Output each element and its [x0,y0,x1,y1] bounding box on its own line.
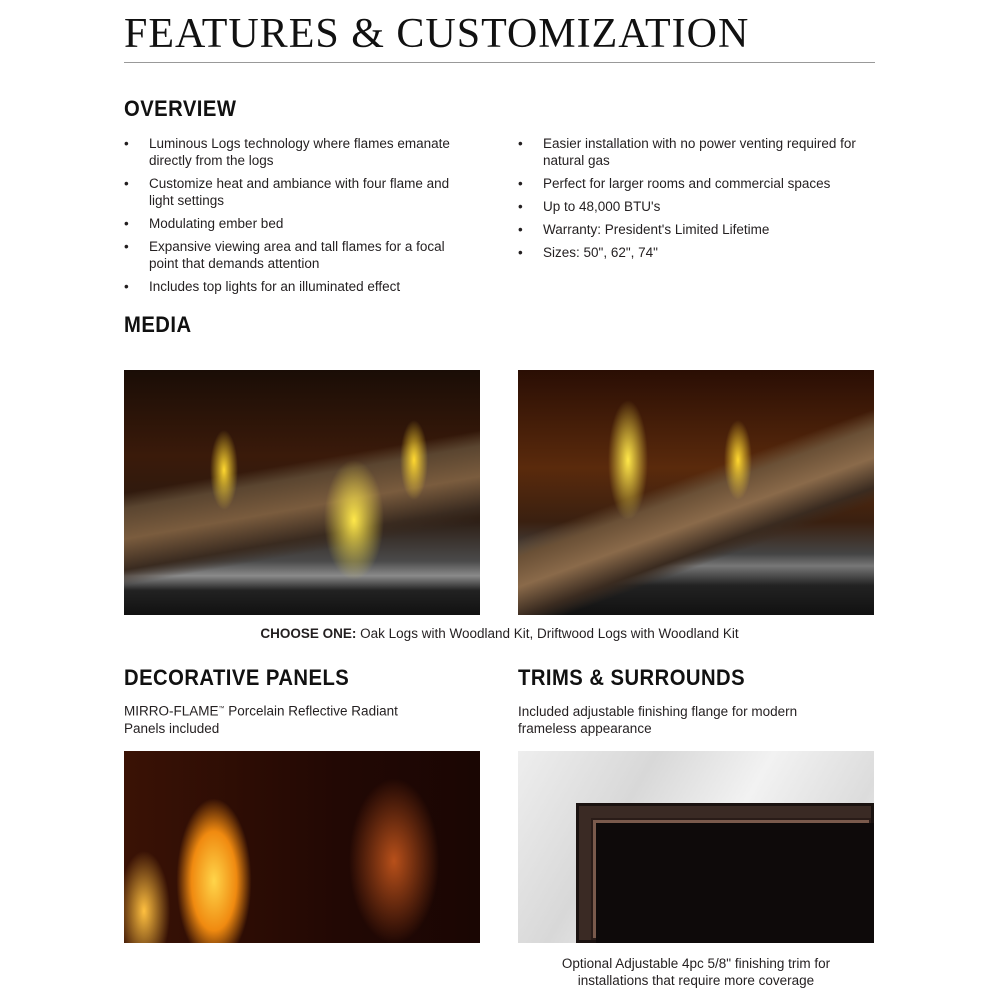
overview-list-right [518,135,878,267]
oak-logs-image [124,370,480,615]
list-item: • Expansive viewing area and tall flames for a focal point that demands attention [124,238,474,272]
overview-list-left [124,135,474,301]
media-caption [124,625,875,642]
trims-heading: TRIMS & SURROUNDS [518,665,746,690]
list-item: • Easier installation with no power venting required for natural gas [518,135,878,169]
choose-one-label: CHOOSE ONE: [260,626,357,641]
trim-image [518,751,874,943]
list-item: • Customize heat and ambiance with four flame and light settings [124,175,474,209]
list-item: • Includes top lights for an illuminated effect [124,278,474,295]
trademark: ™ [218,706,225,712]
decorative-panels-text [124,701,424,737]
trim-caption: Optional Adjustable 4pc 5/8" finishing trim for installations that require more coverage [561,956,831,988]
list-item: • Up to 48,000 BTU's [518,198,878,215]
list-item: • Sizes: 50", 62", 74" [518,244,878,261]
trims-text: Included adjustable finishing flange for modern frameless appearance [518,704,798,736]
driftwood-logs-image [518,370,874,615]
panels-description: Porcelain Reflective Radiant Panels included [124,703,398,736]
reflective-panel-image [124,751,480,943]
list-item: • Warranty: President's Limited Lifetime [518,221,878,238]
list-item: • Modulating ember bed [124,215,474,232]
decorative-panels-heading: DECORATIVE PANELS [124,665,350,690]
page-title: FEATURES & CUSTOMIZATION [124,11,750,57]
list-item: • Luminous Logs technology where flames emanate directly from the logs [124,135,474,169]
list-item: • Perfect for larger rooms and commercial spaces [518,175,878,192]
overview-heading: OVERVIEW [124,96,237,121]
media-heading: MEDIA [124,312,192,337]
title-divider [124,62,875,63]
brand-name: MIRRO-FLAME [124,703,219,719]
choose-one-text: Oak Logs with Woodland Kit, Driftwood Logs with Woodland Kit [356,626,739,641]
